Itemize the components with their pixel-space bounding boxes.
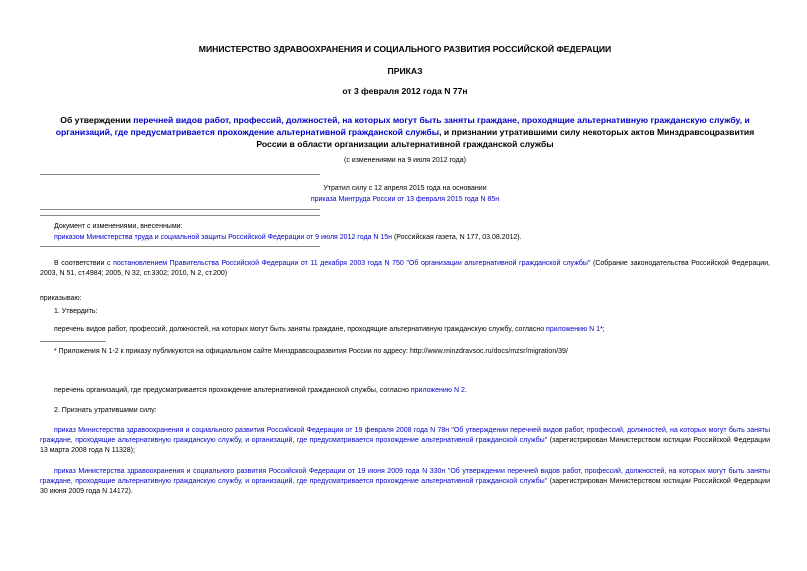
changes-label: Документ с изменениями, внесенными: <box>54 223 183 230</box>
changes-line <box>54 233 522 243</box>
document-title <box>40 114 770 150</box>
amendments-note: (с изменениями на 9 июля 2012 года) <box>344 157 466 164</box>
item-2-heading: 2. Признать утратившими силу: <box>54 407 157 414</box>
list-item-1-tail: *; <box>600 326 605 333</box>
repeal-item-1 <box>40 426 770 456</box>
appendix-2-link[interactable]: приложению N 2 <box>410 387 465 394</box>
order-word: приказываю: <box>40 295 82 302</box>
divider <box>40 209 320 210</box>
document-date-number: от 3 февраля 2012 года N 77н <box>342 86 468 96</box>
footnote: * Приложения N 1-2 к приказу публикуются на официальном сайте Минздравсоцразвития России по адресу: http://www.minzdravsoc.ru/docs/mzsr/migration/39/ <box>54 348 568 355</box>
title-prefix: Об утверждении <box>60 115 134 125</box>
appendix-1-link[interactable]: приложению N 1 <box>546 326 601 333</box>
repeal-2-link[interactable]: приказ Министерства здравоохранения и социального развития Российской Федерации от 19 июня 2009 года N 330н "Об утверждении перечней видов работ, профессий, должностей, на которых могут быть заняты граждане, проходящие альтернативную гражданскую службу, и организаций, где предусматривается прохождение альтернативной гражданской службы" <box>40 468 770 485</box>
repeal-1-link[interactable]: приказ Министерства здравоохранения и социального развития Российской Федерации от 19 февраля 2008 года N 78н "Об утверждении перечней видов работ, профессий, должностей, на которых могут быть заняты граждане, проходящие альтернативную гражданскую службу, и организаций, где предусматривается прохождение альтернативной гражданской службы" <box>40 427 770 444</box>
divider <box>40 246 320 247</box>
document-type: ПРИКАЗ <box>387 66 423 76</box>
preamble-prefix: В соответствии с <box>54 260 114 267</box>
lost-force-note: Утратил силу с 12 апреля 2015 года на основании <box>323 185 487 192</box>
repeal-2-tail: (зарегистрирован Министерством юстиции Российской Федерации 30 июня 2009 года N 14172). <box>40 478 770 495</box>
ministry-heading: МИНИСТЕРСТВО ЗДРАВООХРАНЕНИЯ И СОЦИАЛЬНОГО РАЗВИТИЯ РОССИЙСКОЙ ФЕДЕРАЦИИ <box>198 44 612 54</box>
lost-force-link[interactable]: приказа Минтруда России от 13 февраля 2015 года N 85н <box>310 196 500 203</box>
changes-link[interactable]: приказом Министерства труда и социальной защиты Российской Федерации от 9 июля 2012 года N 15н <box>54 234 393 241</box>
divider <box>40 215 320 216</box>
list-item-2-tail: . <box>464 387 467 394</box>
preamble-suffix: (Собрание законодательства Российской Федерации, 2003, N 51, ст.4984; 2005, N 32, ст.3302; 2010, N 2, ст.200) <box>40 260 771 277</box>
title-link[interactable]: перечней видов работ, профессий, должностей, на которых могут быть заняты граждане, проходящие альтернативную гражданскую службу, и организаций, где предусматривается прохождение альтернативной гражданской службы <box>55 115 750 137</box>
changes-tail: (Российская газета, N 177, 03.08.2012). <box>392 234 522 241</box>
list-item-1 <box>54 325 605 335</box>
list-item-1-text: перечень видов работ, профессий, должностей, на которых могут быть заняты граждане, проходящие альтернативную гражданскую службу, согласно <box>54 326 547 333</box>
item-1-heading: 1. Утвердить: <box>54 308 98 315</box>
divider <box>40 174 320 175</box>
title-suffix: , и признании утратившими силу некоторых актов Минздравсоцразвития России в области организации альтернативной гражданской службы <box>256 127 755 149</box>
list-item-2 <box>54 386 467 396</box>
preamble <box>40 259 770 279</box>
preamble-link[interactable]: постановлением Правительства Российской Федерации от 11 декабря 2003 года N 750 "Об организации альтернативной гражданской службы" <box>113 260 591 267</box>
repeal-1-tail: (зарегистрирован Министерством юстиции Российской Федерации 13 марта 2008 года N 11328); <box>40 437 770 454</box>
footnote-divider <box>40 341 106 342</box>
repeal-item-2 <box>40 467 770 497</box>
list-item-2-text: перечень организаций, где предусматривается прохождение альтернативной гражданской службы, согласно <box>54 387 411 394</box>
